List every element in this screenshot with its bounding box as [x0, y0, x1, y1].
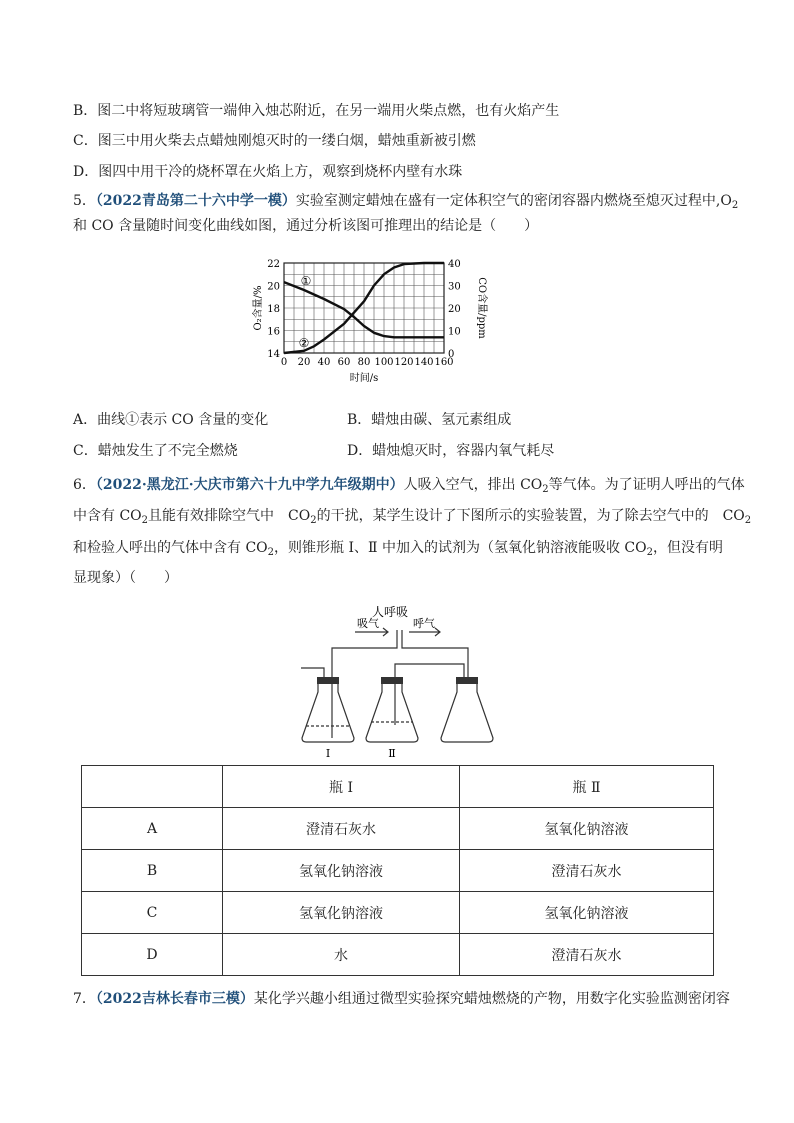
y-right-tick-label: 0: [448, 349, 455, 360]
o2-co-chart: [255, 250, 485, 390]
q5-option-b: B．蜡烛由碳、氢元素组成: [347, 412, 512, 428]
curve-1-label: ①: [300, 274, 312, 288]
x-tick-label: 0: [280, 357, 288, 368]
table-row: [82, 892, 714, 934]
q6-stem-line1: 6．（2022·黑龙江·大庆市第六十九中学九年级期中）人吸入空气，排出 $CO_2$等气体。为了证明人呼出的气体: [73, 477, 745, 495]
table-cell: 氢氧化钠溶液: [223, 850, 460, 892]
q5-source: （2022青岛第二十六中学一模）: [95, 193, 296, 209]
reagent-table: [81, 765, 714, 976]
y-right-axis-label: CO含量/ppm: [476, 277, 487, 339]
table-row: [82, 934, 714, 976]
table-cell: 澄清石灰水: [460, 934, 714, 976]
flask1-stopper: [317, 677, 339, 684]
q6-source: （2022·黑龙江·大庆市第六十九中学九年级期中）: [95, 477, 404, 493]
q6-stem-line4: 显现象）（ ）: [73, 570, 178, 586]
x-tick-label: 160: [434, 357, 454, 368]
breathe-label: 人呼吸: [371, 605, 409, 619]
q5-option-d: D．蜡烛熄灭时，容器内氧气耗尽: [347, 443, 555, 459]
y-left-tick-label: 18: [267, 304, 280, 315]
q5-stem-line1: 5．（2022青岛第二十六中学一模）实验室测定蜡烛在盛有一定体积空气的密闭容器内燃烧至熄灭过程中$,O_2$: [73, 193, 739, 211]
x-tick-label: 120: [394, 357, 414, 368]
q6-number: 6．: [73, 477, 96, 493]
breathing-apparatus-figure: [290, 600, 505, 760]
y-left-tick-label: 14: [267, 349, 280, 360]
q5-option-c: C．蜡烛发生了不完全燃烧: [73, 443, 238, 459]
q5-option-a: A．曲线①表示 CO 含量的变化: [73, 412, 269, 428]
x-tick-label: 100: [374, 357, 394, 368]
flask-1: [302, 682, 354, 742]
curve-2-label: ②: [298, 335, 310, 350]
q5-stem-line2: 和 CO 含量随时间变化曲线如图，通过分析该图可推理出的结论是（ ）: [73, 218, 539, 234]
table-cell: 氢氧化钠溶液: [460, 808, 714, 850]
flask1-label: Ⅰ: [325, 747, 331, 760]
q6-stem-line3: 和检验人呼出的气体中含有 $CO_2$，则锥形瓶 Ⅰ、Ⅱ 中加入的试剂为（氢氧化钠溶液能吸收 $CO_2$，但没有明: [73, 540, 723, 558]
table-cell: A: [82, 808, 223, 850]
x-tick-label: 140: [414, 357, 434, 368]
inhale-label: 吸气: [357, 617, 379, 630]
flask-2: [366, 682, 418, 742]
y-left-tick-label: 20: [267, 281, 280, 293]
flask-3: [441, 682, 493, 742]
x-tick-label: 80: [357, 357, 371, 368]
table-cell: C: [82, 892, 223, 934]
y-right-tick-label: 30: [448, 281, 461, 293]
x-tick-label: 60: [337, 357, 351, 368]
table-cell: 澄清石灰水: [460, 850, 714, 892]
tube-mouth-to-flask3: [402, 630, 468, 678]
q4-option-d: D．图四中用干冷的烧杯罩在火焰上方，观察到烧杯内壁有水珠: [73, 164, 463, 180]
table-cell: 澄清石灰水: [223, 808, 460, 850]
table-cell: 水: [223, 934, 460, 976]
x-axis-label: 时间/s: [349, 373, 379, 384]
flask2-label: Ⅱ: [388, 747, 396, 760]
table-cell: B: [82, 850, 223, 892]
table-cell: 氢氧化钠溶液: [460, 892, 714, 934]
y-right-tick-label: 40: [448, 259, 461, 270]
table-header-cell: 瓶 Ⅱ: [460, 766, 714, 808]
table-header-row: [82, 766, 714, 808]
tube-flask1-to-mouth: [332, 630, 397, 680]
y-right-tick-label: 20: [448, 304, 461, 315]
q7-source: （2022吉林长春市三模）: [95, 991, 254, 1007]
x-tick-label: 20: [297, 357, 311, 368]
y-left-tick-label: 22: [267, 259, 280, 270]
q6-stem-line2: 中含有 $CO_2$且能有效排除空气中 $CO_2$的干扰，某学生设计了下图所示的实验装置，为了除去空气中的 $CO_2$: [73, 508, 752, 526]
q5-number: 5．: [73, 193, 96, 209]
exhale-label: 呼气: [413, 617, 435, 630]
q4-option-b: B．图二中将短玻璃管一端伸入烛芯附近，在另一端用火柴点燃，也有火焰产生: [73, 103, 560, 119]
table-row: [82, 808, 714, 850]
table-row: [82, 850, 714, 892]
x-tick-label: 40: [317, 357, 331, 368]
flask2-stopper: [381, 677, 403, 684]
y-right-tick-label: 10: [448, 326, 461, 338]
y-left-axis-label: O₂含量/%: [253, 285, 264, 331]
table-header-cell: [82, 766, 223, 808]
table-header-cell: 瓶 Ⅰ: [223, 766, 460, 808]
q4-option-c: C．图三中用火柴去点蜡烛刚熄灭时的一缕白烟，蜡烛重新被引燃: [73, 133, 476, 149]
flask3-stopper: [456, 677, 478, 684]
y-left-tick-label: 16: [267, 326, 280, 338]
table-cell: 氢氧化钠溶液: [223, 892, 460, 934]
table-cell: D: [82, 934, 223, 976]
q7-number: 7．: [73, 991, 96, 1007]
q7-stem-line1: 7．（2022吉林长春市三模）某化学兴趣小组通过微型实验探究蜡烛燃烧的产物，用数字化实验监测密闭容: [73, 991, 730, 1007]
tube-flask2-to-flask3: [395, 664, 464, 678]
